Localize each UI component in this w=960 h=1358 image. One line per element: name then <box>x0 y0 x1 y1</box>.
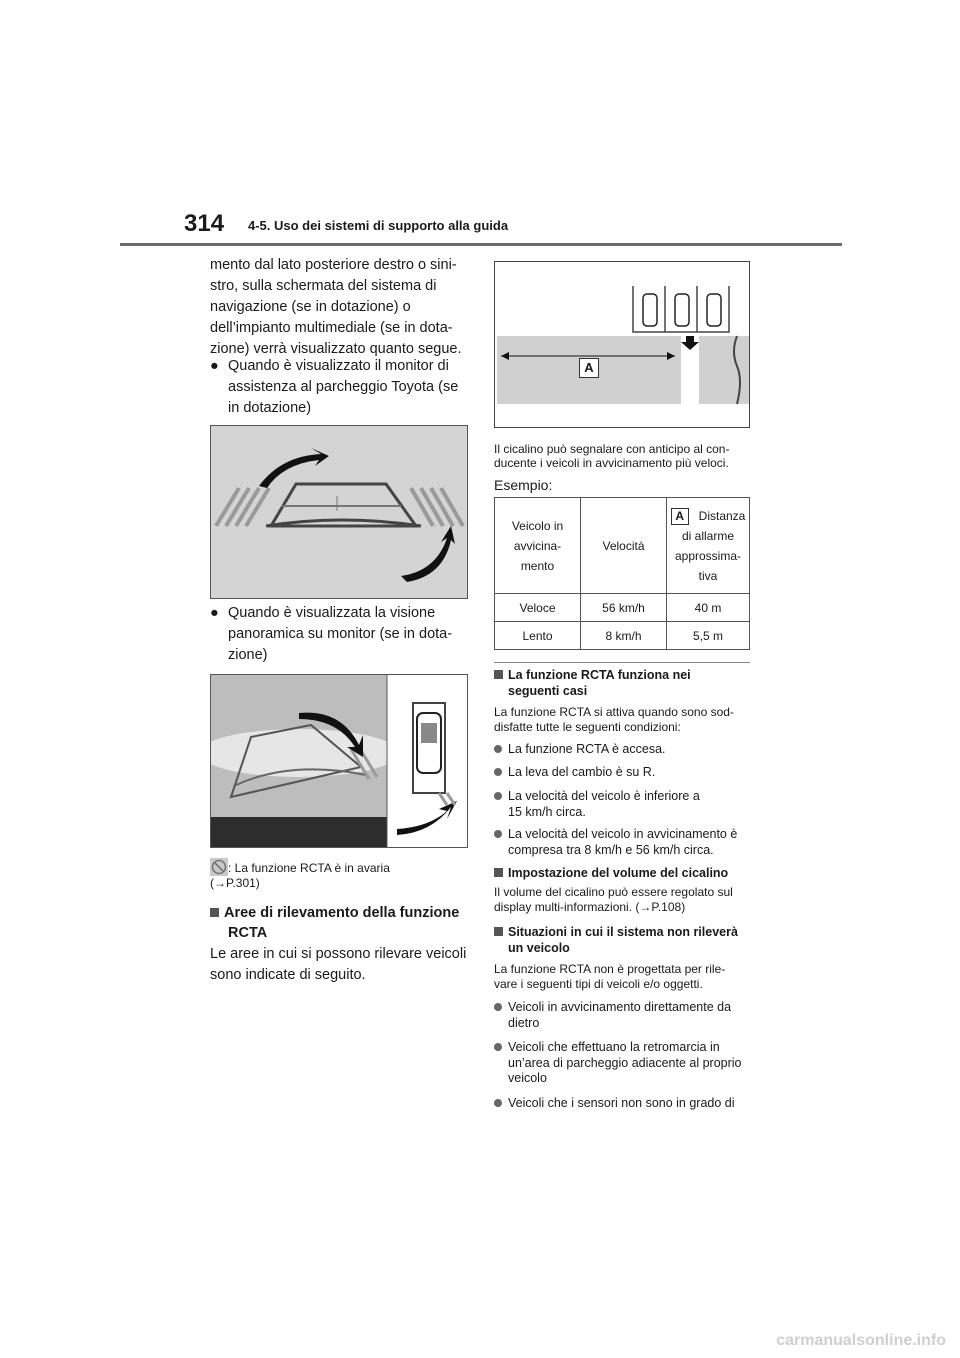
text-line: navigazione (se in dotazione) o <box>210 299 411 315</box>
table-header-distance <box>667 498 750 594</box>
cell-line: mento <box>520 558 555 573</box>
rcta-works-text <box>494 705 754 734</box>
text-line: La velocità del veicolo in avvicinamento è <box>508 827 738 841</box>
text-line: compresa tra 8 km/h e 56 km/h circa. <box>508 842 714 857</box>
bullet-dot-icon <box>494 745 502 753</box>
text-line: La funzione RCTA non è progettata per rile- <box>494 962 726 976</box>
heading-line: Aree di rilevamento della funzione <box>224 905 460 921</box>
example-label: Esempio: <box>494 477 553 493</box>
exception-item <box>508 1000 753 1031</box>
text-line: Veicoli che i sensori non sono in grado di <box>508 1096 735 1110</box>
bullet-panoramic-view <box>210 603 478 666</box>
square-bullet-icon <box>494 670 503 679</box>
cell-line: avvicina- <box>513 538 562 553</box>
cell-line: Distanza <box>698 508 746 523</box>
text-line: in dotazione) <box>228 400 312 416</box>
heading-not-detected <box>494 925 750 956</box>
table-cell: 8 km/h <box>581 622 667 650</box>
table-cell: Veloce <box>495 594 581 622</box>
condition-item <box>508 827 753 858</box>
heading-line: RCTA <box>228 925 268 941</box>
text-line: un’area di parcheggio adiacente al proprio <box>508 1055 742 1070</box>
areas-heading <box>210 903 475 943</box>
text-line: vare i seguenti tipi di veicoli e/o oggetti. <box>494 977 703 991</box>
detection-area-diagram <box>494 261 750 428</box>
text-line: La velocità del veicolo è inferiore a <box>508 789 700 803</box>
square-bullet-icon <box>494 868 503 877</box>
bullet-dot-icon: ● <box>210 605 219 621</box>
bullet-dot-icon <box>494 792 502 800</box>
bullet-dot-icon: ● <box>210 358 219 374</box>
text-line: sono indicate di seguito. <box>210 967 366 983</box>
heading-line: un veicolo <box>508 940 570 955</box>
text-line: Veicoli che effettuano la retromarcia in <box>508 1040 720 1054</box>
distance-badge-a: A <box>671 508 689 525</box>
table-row <box>495 594 750 622</box>
text-line: panoramica su monitor (se in dota- <box>228 626 453 642</box>
text-line: dietro <box>508 1015 540 1030</box>
table-header-vehicle <box>495 498 581 594</box>
square-bullet-icon <box>494 927 503 936</box>
panoramic-view-illustration <box>210 674 468 848</box>
buzzer-volume-text <box>494 885 754 915</box>
table-cell: Lento <box>495 622 581 650</box>
parking-monitor-illustration <box>210 425 468 599</box>
areas-paragraph <box>210 944 475 986</box>
text-line: Il volume del cicalino può essere regolato sul <box>494 885 733 899</box>
text-line: dell’impianto multimediale (se in dota- <box>210 320 453 336</box>
cell-line: approssima- <box>674 548 742 563</box>
text-line: La funzione RCTA è accesa. <box>508 742 666 756</box>
bullet-dot-icon <box>494 1043 502 1051</box>
bullet-dot-icon <box>494 830 502 838</box>
distance-label-a: A <box>579 358 599 378</box>
heading-rcta-works <box>494 668 750 699</box>
section-divider <box>494 662 750 663</box>
text-line: veicolo <box>508 1071 547 1085</box>
text-line: disfatte tutte le seguenti condizioni: <box>494 719 681 734</box>
cell-line: Veicolo in <box>511 518 564 533</box>
malfunction-text: : La funzione RCTA è in avaria <box>228 861 390 875</box>
condition-item <box>508 765 753 781</box>
page-number: 314 <box>184 210 225 237</box>
cell-line: di allarme <box>681 528 735 543</box>
intro-paragraph <box>210 255 472 360</box>
watermark: carmanualsonline.info <box>776 1332 946 1349</box>
condition-item <box>508 789 753 820</box>
bullet-dot-icon <box>494 1099 502 1107</box>
prohibition-icon <box>210 858 228 876</box>
heading-line: Situazioni in cui il sistema non rileverà <box>508 925 738 939</box>
table-cell: 5,5 m <box>667 622 750 650</box>
text-line: stro, sulla schermata del sistema di <box>210 278 437 294</box>
text-line: Quando è visualizzato il monitor di <box>228 358 449 374</box>
text-line: Quando è visualizzata la visione <box>228 605 436 621</box>
exception-item <box>508 1040 753 1087</box>
table-cell: 40 m <box>667 594 750 622</box>
bullet-dot-icon <box>494 768 502 776</box>
diagram-caption <box>494 442 754 470</box>
not-detected-text <box>494 962 754 992</box>
table-header-speed: Velocità <box>581 498 667 594</box>
text-line: zione) <box>228 647 268 663</box>
table-cell: 56 km/h <box>581 594 667 622</box>
heading-line: La funzione RCTA funziona nei <box>508 668 691 682</box>
condition-item <box>508 742 753 758</box>
text-line: assistenza al parcheggio Toyota (se <box>228 379 459 395</box>
square-bullet-icon <box>210 908 219 917</box>
text-line: ducente i veicoli in avvicinamento più veloci. <box>494 456 729 470</box>
text-line: La leva del cambio è su R. <box>508 765 656 779</box>
section-title: 4-5. Uso dei sistemi di supporto alla guida <box>248 218 509 233</box>
text-line: display multi-informazioni. (→P.108) <box>494 900 686 914</box>
heading-buzzer-volume <box>494 866 750 882</box>
bullet-parking-monitor <box>210 356 478 419</box>
page-reference: (→P.301) <box>210 876 260 890</box>
text-line: Il cicalino può segnalare con anticipo al con- <box>494 442 730 456</box>
warning-distance-table <box>494 497 750 650</box>
heading-line: seguenti casi <box>508 683 588 698</box>
text-line: La funzione RCTA si attiva quando sono sod- <box>494 705 734 719</box>
heading-line: Impostazione del volume del cicalino <box>508 866 729 880</box>
bullet-dot-icon <box>494 1003 502 1011</box>
table-row <box>495 622 750 650</box>
text-line: Le aree in cui si possono rilevare veicoli <box>210 946 467 962</box>
text-line: zione) verrà visualizzato quanto segue. <box>210 341 462 357</box>
exception-item <box>508 1096 753 1112</box>
cell-line: tiva <box>698 568 718 583</box>
text-line: Veicoli in avvicinamento direttamente da <box>508 1000 732 1014</box>
malfunction-note <box>210 858 472 891</box>
table-header-row <box>495 498 750 594</box>
header-rule <box>120 243 842 246</box>
text-line: 15 km/h circa. <box>508 804 586 819</box>
text-line: mento dal lato posteriore destro o sini- <box>210 257 457 273</box>
